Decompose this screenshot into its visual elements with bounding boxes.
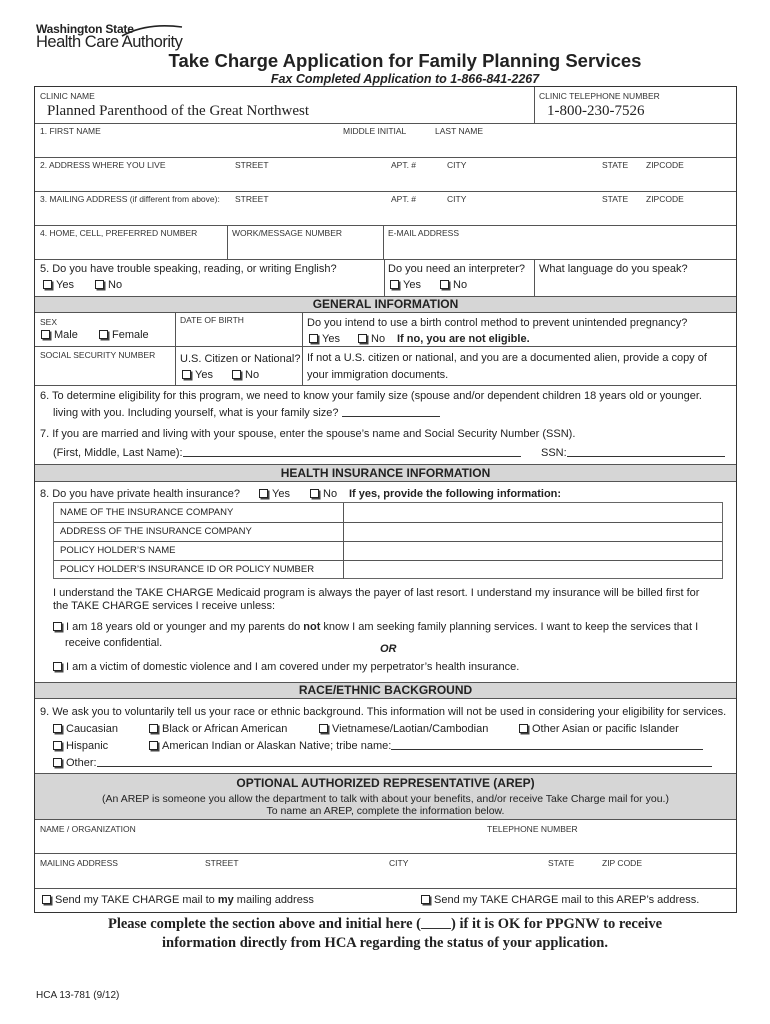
checkbox-icon <box>310 489 319 498</box>
insurance-yes[interactable]: Yes <box>259 488 290 500</box>
arep-street-label: STREET <box>205 858 239 868</box>
table-row: POLICY HOLDER’S NAME <box>60 545 176 556</box>
initial-consent-note: Please complete the section above and initial here ( ) if it is OK for PPGNW to receive information directly from HCA regarding the status of your application. <box>0 915 770 953</box>
address-live-label: 2. ADDRESS WHERE YOU LIVE <box>40 160 166 170</box>
city-label: CITY <box>447 160 467 170</box>
table-row: POLICY HOLDER’S INSURANCE ID OR POLICY NUMBER <box>60 564 315 575</box>
race-other-field[interactable] <box>97 757 712 767</box>
interpreter-question: Do you need an interpreter? <box>388 263 525 275</box>
middle-initial-label: MIDDLE INITIAL <box>343 126 407 136</box>
first-name-label: 1. FIRST NAME <box>40 126 101 136</box>
confidential-option-cont: receive confidential. <box>65 637 163 649</box>
last-name-label: LAST NAME <box>435 126 484 136</box>
initial-field[interactable] <box>421 915 451 929</box>
checkbox-icon <box>390 280 399 289</box>
race-hispanic[interactable]: Hispanic <box>53 740 108 752</box>
race-vietnamese[interactable]: Vietnamese/Laotian/Cambodian <box>319 723 488 735</box>
not-eligible-note: If no, you are not eligible. <box>397 333 530 345</box>
mailing-state-label: STATE <box>602 194 629 204</box>
mailing-street-label: STREET <box>235 194 269 204</box>
spouse-name-field[interactable] <box>183 447 521 457</box>
logo-swoosh-icon <box>120 24 184 38</box>
checkbox-icon <box>182 370 191 379</box>
page-title: Take Charge Application for Family Planning Services <box>168 50 642 71</box>
citizen-yes[interactable]: Yes <box>182 369 213 381</box>
arep-city-label: CITY <box>389 858 409 868</box>
q8-question: 8. Do you have private health insurance? <box>40 488 240 500</box>
citizen-no[interactable]: No <box>232 369 259 381</box>
checkbox-icon <box>53 662 62 671</box>
send-to-arep-option[interactable]: Send my TAKE CHARGE mail to this AREP’s address. <box>421 894 699 906</box>
interpreter-yes[interactable]: Yes <box>390 279 421 291</box>
race-caucasian[interactable]: Caucasian <box>53 723 118 735</box>
logo-state-text: Washington State <box>36 22 134 36</box>
q5-question: 5. Do you have trouble speaking, reading, or writing English? <box>40 263 337 275</box>
checkbox-icon <box>95 280 104 289</box>
checkbox-icon <box>53 758 62 767</box>
checkbox-icon <box>53 741 62 750</box>
checkbox-icon <box>149 741 158 750</box>
general-info-heading: GENERAL INFORMATION <box>35 297 736 312</box>
arep-section-header <box>35 774 736 819</box>
birth-control-question: Do you intend to use a birth control method to prevent unintended pregnancy? <box>307 317 688 329</box>
sex-male[interactable]: Male <box>41 329 78 341</box>
spouse-ssn-field[interactable] <box>567 447 725 457</box>
clinic-name-label: CLINIC NAME <box>40 91 95 101</box>
send-to-my-address-option[interactable]: Send my TAKE CHARGE mail to my mailing address <box>42 894 314 906</box>
form-code: HCA 13-781 (9/12) <box>36 990 120 1001</box>
or-separator: OR <box>380 643 397 655</box>
insurance-table <box>53 502 723 579</box>
clinic-phone-value[interactable]: 1-800-230-7526 <box>547 103 645 119</box>
checkbox-icon <box>440 280 449 289</box>
q7-ssn: SSN: <box>541 447 725 459</box>
logo-main-text: Health Care Authority <box>36 33 183 51</box>
race-american-indian[interactable]: American Indian or Alaskan Native; tribe name: <box>149 740 703 752</box>
interpreter-no[interactable]: No <box>440 279 467 291</box>
checkbox-icon <box>232 370 241 379</box>
q7-name: (First, Middle, Last Name): <box>53 447 521 459</box>
arep-description-1: (An AREP is someone you allow the department to talk with about your benefits, and/or receive Take Charge mail for you.) <box>102 793 669 805</box>
race-heading: RACE/ETHNIC BACKGROUND <box>35 683 736 698</box>
tribe-name-field[interactable] <box>391 740 703 750</box>
family-size-field[interactable] <box>342 407 440 417</box>
table-row: ADDRESS OF THE INSURANCE COMPANY <box>60 526 252 537</box>
initial-consent-line2: information directly from HCA regarding the status of your application. <box>161 935 608 951</box>
arep-telephone-label: TELEPHONE NUMBER <box>487 824 578 834</box>
table-row: NAME OF THE INSURANCE COMPANY <box>60 507 234 518</box>
insurance-no[interactable]: No <box>310 488 337 500</box>
confidential-option[interactable]: I am 18 years old or younger and my parents do not know I am seeking family planning services. I want to keep the services that I <box>53 621 698 633</box>
zipcode-label: ZIPCODE <box>646 160 684 170</box>
arep-description-2: To name an AREP, complete the information below. <box>266 805 505 817</box>
q5-no[interactable]: No <box>95 279 122 291</box>
race-black[interactable]: Black or African American <box>149 723 287 735</box>
clinic-phone-label: CLINIC TELEPHONE NUMBER <box>539 91 660 101</box>
street-label: STREET <box>235 160 269 170</box>
language-question: What language do you speak? <box>539 263 688 275</box>
alien-note-line2: your immigration documents. <box>307 369 449 381</box>
dob-label: DATE OF BIRTH <box>180 315 244 325</box>
domestic-violence-option[interactable]: I am a victim of domestic violence and I am covered under my perpetrator’s health insurance. <box>53 661 519 673</box>
mailing-zipcode-label: ZIPCODE <box>646 194 684 204</box>
arep-zip-label: ZIP CODE <box>602 858 642 868</box>
work-phone-label: WORK/MESSAGE NUMBER <box>232 228 343 238</box>
alien-note-line1: If not a U.S. citizen or national, and you are a documented alien, provide a copy of <box>307 352 707 364</box>
clinic-name-value[interactable]: Planned Parenthood of the Great Northwest <box>47 103 310 119</box>
birth-control-yes[interactable]: Yes <box>309 333 340 345</box>
sex-female[interactable]: Female <box>99 329 149 341</box>
application-form <box>34 86 737 913</box>
state-label: STATE <box>602 160 629 170</box>
if-yes-note: If yes, provide the following information: <box>349 488 562 500</box>
race-other-asian[interactable]: Other Asian or pacific Islander <box>519 723 679 735</box>
checkbox-icon <box>43 280 52 289</box>
arep-mailing-label: MAILING ADDRESS <box>40 858 118 868</box>
sex-label: SEX <box>40 317 58 327</box>
checkbox-icon <box>41 330 50 339</box>
fax-instruction: Fax Completed Application to 1-866-841-2267 <box>270 72 540 86</box>
mailing-apt-label: APT. # <box>391 194 417 204</box>
arep-state-label: STATE <box>548 858 575 868</box>
checkbox-icon <box>53 724 62 733</box>
checkbox-icon <box>319 724 328 733</box>
citizen-question: U.S. Citizen or National? <box>180 353 301 365</box>
q7-line1: 7. If you are married and living with your spouse, enter the spouse’s name and Social Security Number (SSN). <box>40 428 576 440</box>
birth-control-no[interactable]: No <box>358 333 385 345</box>
ssn-label: SOCIAL SECURITY NUMBER <box>40 350 156 360</box>
health-insurance-heading: HEALTH INSURANCE INFORMATION <box>35 465 736 481</box>
checkbox-icon <box>421 895 430 904</box>
checkbox-icon <box>358 334 367 343</box>
q6-line1: 6. To determine eligibility for this program, we need to know your family size (spouse and/or dependent children 18 years old or younger. <box>40 390 702 402</box>
understand-line2: the TAKE CHARGE services I receive unless: <box>53 600 276 612</box>
q9-question: 9. We ask you to voluntarily tell us your race or ethnic background. This information will not be used in considering your eligibility for services. <box>40 706 727 718</box>
checkbox-icon <box>309 334 318 343</box>
checkbox-icon <box>99 330 108 339</box>
mailing-city-label: CITY <box>447 194 467 204</box>
q5-yes[interactable]: Yes <box>43 279 74 291</box>
home-phone-label: 4. HOME, CELL, PREFERRED NUMBER <box>40 228 198 238</box>
checkbox-icon <box>259 489 268 498</box>
checkbox-icon <box>42 895 51 904</box>
checkbox-icon <box>53 622 62 631</box>
arep-name-label: NAME / ORGANIZATION <box>40 824 136 834</box>
apt-label: APT. # <box>391 160 417 170</box>
checkbox-icon <box>519 724 528 733</box>
email-label: E-MAIL ADDRESS <box>388 228 460 238</box>
race-other[interactable]: Other: <box>53 757 712 769</box>
arep-heading: OPTIONAL AUTHORIZED REPRESENTATIVE (AREP) <box>236 776 535 790</box>
q6-line2: living with you. Including yourself, what is your family size? <box>53 407 440 419</box>
understand-line1: I understand the TAKE CHARGE Medicaid program is always the payer of last resort. I understand my insurance will be billed first for <box>53 587 700 599</box>
checkbox-icon <box>149 724 158 733</box>
mailing-address-label: 3. MAILING ADDRESS (if different from above): <box>40 194 220 204</box>
